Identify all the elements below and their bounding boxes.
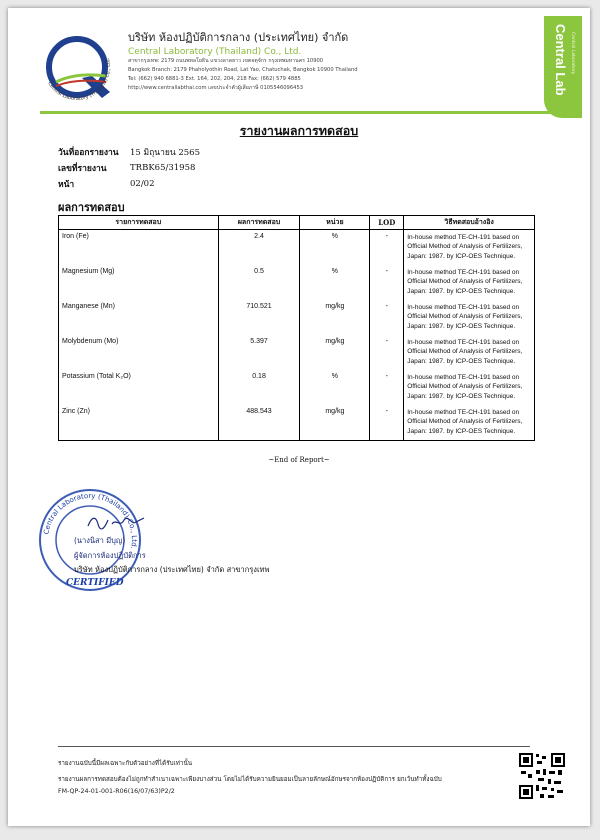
- test-item: Zinc (Zn): [59, 405, 219, 441]
- report-title: รายงานผลการทดสอบ: [239, 123, 359, 138]
- brand-tagline: Central Laboratory: [570, 32, 575, 75]
- test-method: [404, 265, 535, 300]
- meta-label: เลขที่รายงาน: [58, 164, 107, 174]
- method-line: Japan: 1987. by ICP-OES Technique.: [407, 322, 516, 330]
- table-row: [59, 335, 535, 370]
- test-lod: -: [370, 265, 404, 300]
- logo-ring-text: Central Laboratory (Thailand) Co., Ltd.: [46, 56, 113, 103]
- test-result: 2.4: [218, 230, 300, 266]
- test-unit: mg/kg: [300, 300, 370, 335]
- col-header-method: วิธีทดสอบอ้างอิง: [404, 216, 535, 230]
- brand-tab: [544, 16, 582, 118]
- test-item: Magnesium (Mg): [59, 265, 219, 300]
- test-method: [404, 370, 535, 405]
- header-divider: [40, 111, 558, 114]
- table-row: [59, 405, 535, 441]
- meta-row-report-number: [58, 160, 200, 176]
- test-lod: -: [370, 300, 404, 335]
- test-method: [404, 230, 535, 266]
- certified-label: CERTIFIED: [66, 578, 124, 588]
- test-item: Molybdenum (Mo): [59, 335, 219, 370]
- test-unit: %: [300, 265, 370, 300]
- signer-title: ผู้จัดการห้องปฏิบัติการ: [74, 551, 146, 560]
- test-unit: %: [300, 230, 370, 266]
- table-row: [59, 300, 535, 335]
- test-result: 0.18: [218, 370, 300, 405]
- method-line: In-house method TE-CH-191 based on: [407, 234, 520, 241]
- table-row: [59, 230, 535, 266]
- footer-note-copy-restriction: รายงานผลการทดสอบต้องไม่ถูกทำสำเนาเฉพาะเพียงบางส่วน โดยไม่ได้รับความยินยอมเป็นลายลักษณ์อักษรจากห้องปฏิบัติการ ยกเว้นทำทั้งฉบับ: [58, 776, 442, 783]
- test-method: [404, 335, 535, 370]
- method-line: In-house method TE-CH-191 based on: [407, 409, 520, 416]
- meta-value: 02/02: [130, 179, 155, 189]
- meta-value: TRBK65/31958: [130, 163, 196, 173]
- method-line: Official Method of Analysis of Fertilizers,: [407, 243, 523, 251]
- method-line: Japan: 1987. by ICP-OES Technique.: [407, 252, 516, 260]
- test-unit: mg/kg: [300, 335, 370, 370]
- test-unit: mg/kg: [300, 405, 370, 441]
- stamp-ring-text: Central Laboratory (Thailand) Co., Ltd.: [42, 491, 139, 550]
- test-item: Potassium (Total K₂O): [59, 370, 219, 405]
- table-row: [59, 265, 535, 300]
- method-line: Japan: 1987. by ICP-OES Technique.: [407, 357, 516, 365]
- company-logo: [36, 26, 118, 108]
- signer-organization: บริษัท ห้องปฏิบัติการกลาง (ประเทศไทย) จำกัด สาขากรุงเทพ: [74, 565, 270, 574]
- test-unit: %: [300, 370, 370, 405]
- test-lod: -: [370, 370, 404, 405]
- test-result: 0.5: [218, 265, 300, 300]
- method-line: Japan: 1987. by ICP-OES Technique.: [407, 392, 516, 400]
- qr-code-icon: [518, 752, 566, 800]
- test-lod: -: [370, 335, 404, 370]
- col-header-result: ผลการทดสอบ: [218, 216, 300, 230]
- test-lod: -: [370, 230, 404, 266]
- method-line: Official Method of Analysis of Fertilizers,: [407, 348, 523, 356]
- test-lod: -: [370, 405, 404, 441]
- table-header-row: [59, 216, 535, 230]
- method-line: In-house method TE-CH-191 based on: [407, 339, 520, 346]
- test-method: [404, 300, 535, 335]
- footer-divider: [58, 746, 530, 747]
- test-item: Manganese (Mn): [59, 300, 219, 335]
- method-line: Official Method of Analysis of Fertilizers,: [407, 278, 523, 286]
- col-header-test-item: รายการทดสอบ: [59, 216, 219, 230]
- method-line: Japan: 1987. by ICP-OES Technique.: [407, 427, 516, 435]
- method-line: In-house method TE-CH-191 based on: [407, 374, 520, 381]
- method-line: Official Method of Analysis of Fertilizers,: [407, 383, 523, 391]
- company-name-th: บริษัท ห้องปฏิบัติการกลาง (ประเทศไทย) จำกัด: [128, 31, 349, 44]
- meta-row-page: [58, 176, 200, 192]
- test-item: Iron (Fe): [59, 230, 219, 266]
- meta-row-issue-date: [58, 144, 200, 160]
- company-name-en: Central Laboratory (Thailand) Co., Ltd.: [128, 47, 302, 57]
- method-line: Official Method of Analysis of Fertilizers,: [407, 313, 523, 321]
- branch-address-th: สาขากรุงเทพ: 2179 ถนนพหลโยธิน แขวงลาดยาว เขตจตุจักร กรุงเทพมหานคร 10900: [128, 58, 324, 64]
- signer-name: (นางนิสา มีบุญ): [74, 536, 126, 545]
- meta-value: 15 มิถุนายน 2565: [130, 148, 200, 158]
- method-line: Japan: 1987. by ICP-OES Technique.: [407, 287, 516, 295]
- test-result: 5.397: [218, 335, 300, 370]
- end-of-report: ~End of Report~: [268, 456, 330, 464]
- test-result: 488.543: [218, 405, 300, 441]
- report-meta: [58, 144, 200, 192]
- company-header: [128, 28, 408, 93]
- report-page: [8, 8, 590, 826]
- meta-label: วันที่ออกรายงาน: [58, 148, 119, 158]
- company-website: http://www.centrallabthai.com เลขประจำตัวผู้เสียภาษี 0105546096453: [128, 85, 304, 91]
- method-line: In-house method TE-CH-191 based on: [407, 269, 520, 276]
- results-table: [58, 215, 535, 441]
- method-line: In-house method TE-CH-191 based on: [407, 304, 520, 311]
- col-header-lod: LOD: [370, 216, 404, 230]
- method-line: Official Method of Analysis of Fertilizers,: [407, 418, 523, 426]
- company-phone: Tel: (662) 940 6881-3 Ext. 164, 202, 204, 218 Fax: (662) 579 4885: [128, 76, 301, 82]
- handwritten-signature: [86, 512, 146, 532]
- meta-label: หน้า: [58, 180, 75, 190]
- results-section-title: ผลการทดสอบ: [58, 201, 125, 214]
- brand-label: Central Lab: [553, 24, 568, 96]
- col-header-unit: หน่วย: [300, 216, 370, 230]
- test-result: 710.521: [218, 300, 300, 335]
- footer-note-validity: รายงานฉบับนี้มีผลเฉพาะกับตัวอย่างที่ได้รับเท่านั้น: [58, 760, 193, 767]
- test-method: [404, 405, 535, 441]
- branch-address-en: Bangkok Branch: 2179 Phaholyothin Road, Lat Yao, Chatuchak, Bangkok 10900 Thailand: [128, 67, 358, 73]
- form-code: FM-QP-24-01-001-R06(16/07/63)P2/2: [58, 788, 175, 795]
- table-row: [59, 370, 535, 405]
